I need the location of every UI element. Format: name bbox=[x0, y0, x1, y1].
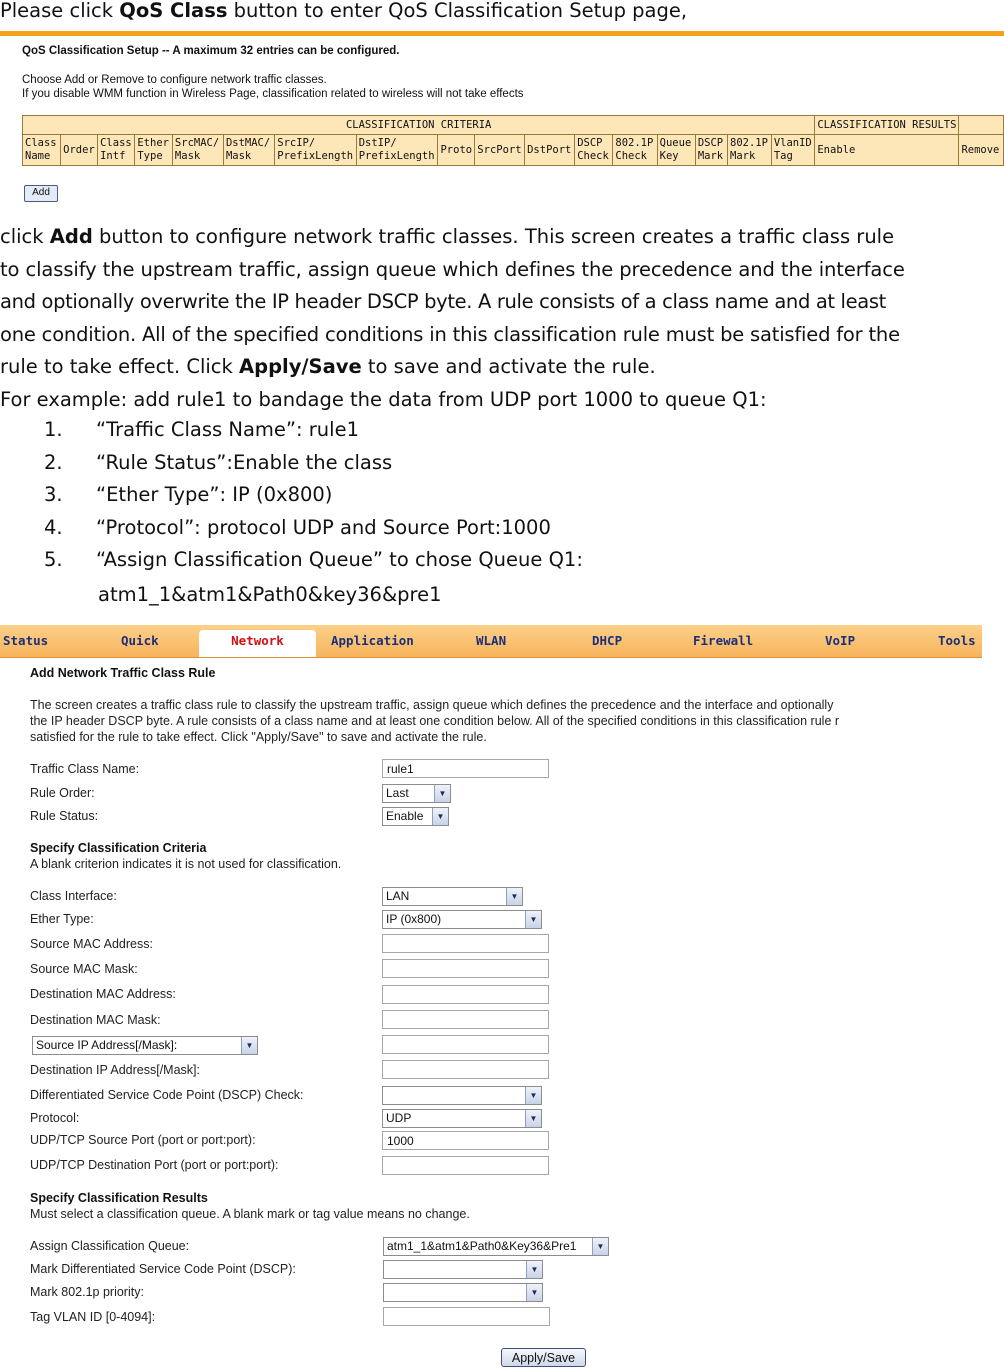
src-mac-input[interactable] bbox=[382, 934, 549, 953]
column-header: Class Intf bbox=[98, 135, 135, 166]
column-header: DstPort bbox=[525, 135, 575, 166]
qos-setup-title: QoS Classification Setup -- A maximum 32 entries can be configured. bbox=[22, 45, 400, 57]
column-header: DstMAC/ Mask bbox=[223, 135, 274, 166]
criteria-title: Specify Classification Criteria bbox=[30, 841, 207, 855]
rule-status-select[interactable]: Enable ▼ bbox=[382, 807, 449, 826]
src-ip-type-select[interactable]: Source IP Address[/Mask]: ▼ bbox=[32, 1036, 258, 1055]
nav-wlan[interactable]: WLAN bbox=[476, 633, 507, 648]
vlan-label: Tag VLAN ID [0-4094]: bbox=[30, 1310, 156, 1324]
dscp-mark-select[interactable] bbox=[383, 1260, 543, 1279]
nav-quick[interactable]: Quick bbox=[121, 633, 159, 648]
class-name-label: Traffic Class Name: bbox=[30, 762, 140, 776]
dscp-check-select[interactable] bbox=[382, 1086, 542, 1105]
results-header: CLASSIFICATION RESULTS bbox=[815, 116, 959, 135]
src-mac-mask-input[interactable] bbox=[382, 959, 549, 978]
nav-status[interactable]: Status bbox=[3, 633, 49, 648]
qos-setup-line1: Choose Add or Remove to configure network traffic classes. bbox=[22, 74, 327, 86]
p8021-label: Mark 802.1p priority: bbox=[30, 1285, 144, 1299]
list-item: 3. “Ether Type”: IP (0x800) bbox=[44, 483, 333, 506]
ether-type-select[interactable]: IP (0x800) ▼ bbox=[382, 910, 542, 929]
example-line: For example: add rule1 to bandage the data from UDP port 1000 to queue Q1: bbox=[0, 387, 767, 411]
queue-label: Assign Classification Queue: bbox=[30, 1239, 190, 1253]
criteria-header: CLASSIFICATION CRITERIA bbox=[23, 116, 815, 135]
src-mac-mask-label: Source MAC Mask: bbox=[30, 962, 138, 976]
column-header: Order bbox=[61, 135, 98, 166]
column-header: Remove bbox=[959, 135, 1004, 166]
column-header: Enable bbox=[815, 135, 959, 166]
list-item-continuation: atm1_1&atm1&Path0&key36&pre1 bbox=[98, 583, 442, 606]
dst-mac-input[interactable] bbox=[382, 985, 549, 1004]
column-header: 802.1P Mark bbox=[728, 135, 772, 166]
dst-mac-mask-input[interactable] bbox=[382, 1010, 549, 1029]
column-header: Class Name bbox=[23, 135, 61, 166]
chevron-down-icon: ▼ bbox=[506, 888, 522, 905]
list-item: 2. “Rule Status”:Enable the class bbox=[44, 451, 393, 474]
chevron-down-icon: ▼ bbox=[526, 1284, 542, 1301]
qos-class-table bbox=[22, 115, 1004, 166]
chevron-down-icon: ▼ bbox=[525, 911, 541, 928]
nav-voip[interactable]: VoIP bbox=[825, 633, 856, 648]
nav-network[interactable]: Network bbox=[199, 630, 316, 657]
dst-ip-input[interactable] bbox=[382, 1060, 549, 1079]
results-title: Specify Classification Results bbox=[30, 1191, 208, 1205]
list-item: 5. “Assign Classification Queue” to chose Queue Q1: bbox=[44, 548, 583, 571]
dst-mac-mask-label: Destination MAC Mask: bbox=[30, 1013, 161, 1027]
nav-dhcp[interactable]: DHCP bbox=[592, 633, 623, 648]
list-item: 1. “Traffic Class Name”: rule1 bbox=[44, 418, 359, 441]
nav-tools[interactable]: Tools bbox=[938, 633, 976, 648]
column-header: Ether Type bbox=[135, 135, 173, 166]
top-nav-bar bbox=[0, 625, 982, 658]
rule-order-select[interactable]: Last ▼ bbox=[382, 784, 451, 803]
class-interface-label: Class Interface: bbox=[30, 889, 117, 903]
qos-setup-screenshot bbox=[0, 0, 1004, 210]
dscp-mark-label: Mark Differentiated Service Code Point (DSCP): bbox=[30, 1262, 296, 1276]
nav-application[interactable]: Application bbox=[331, 633, 414, 648]
chevron-down-icon: ▼ bbox=[592, 1238, 608, 1255]
src-mac-label: Source MAC Address: bbox=[30, 937, 153, 951]
column-header: Proto bbox=[438, 135, 475, 166]
dst-port-label: UDP/TCP Destination Port (port or port:port): bbox=[30, 1158, 279, 1172]
protocol-select[interactable]: UDP ▼ bbox=[382, 1109, 542, 1128]
add-button[interactable]: Add bbox=[24, 185, 58, 202]
column-header: DSCP Mark bbox=[695, 135, 727, 166]
ether-type-label: Ether Type: bbox=[30, 912, 94, 926]
vlan-input[interactable] bbox=[383, 1307, 550, 1326]
queue-select[interactable]: atm1_1&atm1&Path0&Key36&Pre1 ▼ bbox=[383, 1237, 609, 1256]
column-header: SrcIP/ PrefixLength bbox=[275, 135, 356, 166]
chevron-down-icon: ▼ bbox=[525, 1087, 541, 1104]
list-item: 4. “Protocol”: protocol UDP and Source Port:1000 bbox=[44, 516, 551, 539]
column-header: Queue Key bbox=[657, 135, 695, 166]
dst-ip-label: Destination IP Address[/Mask]: bbox=[30, 1063, 200, 1077]
dst-port-input[interactable] bbox=[382, 1156, 549, 1175]
intro-text: Please click QoS Class button to enter QoS Classification Setup page, bbox=[0, 0, 688, 22]
chevron-down-icon: ▼ bbox=[434, 785, 450, 802]
chevron-down-icon: ▼ bbox=[525, 1110, 541, 1127]
column-header: 802.1P Check bbox=[613, 135, 657, 166]
table-header-row bbox=[23, 135, 1004, 166]
chevron-down-icon: ▼ bbox=[526, 1261, 542, 1278]
class-name-input[interactable]: rule1 bbox=[382, 759, 549, 778]
page-title: Add Network Traffic Class Rule bbox=[30, 666, 216, 680]
chevron-down-icon: ▼ bbox=[432, 808, 448, 825]
page-description: The screen creates a traffic class rule to classify the upstream traffic, assign queue which defines the precedence and the interface and optionally the IP header DSCP byte. A rule consists of a class name and at least one condition below. All of the specified conditions in this classification rule r satisfied for the rule to take effect. Click "Apply/Save" to save and activate the rule. bbox=[30, 698, 840, 744]
chevron-down-icon: ▼ bbox=[241, 1037, 257, 1054]
column-header: VlanID Tag bbox=[771, 135, 815, 166]
qos-setup-line2: If you disable WMM function in Wireless Page, classification related to wireless will not take effects bbox=[22, 88, 524, 100]
results-note: Must select a classification queue. A blank mark or tag value means no change. bbox=[30, 1207, 470, 1221]
instructions: click Add button to configure network traffic classes. This screen creates a traffic class rule to classify the upstream traffic, assign queue which defines the precedence and the interface and optionally overwrite the IP header DSCP byte. A rule consists of a class name and at least one condition. All of the specified conditions in this classification rule must be satisfied for the rule to take effect. Click Apply/Save to save and activate the rule. For example: add rule1 to bandage the data from UDP port 1000 to queue Q1: bbox=[0, 221, 1004, 416]
column-header: DSCP Check bbox=[575, 135, 613, 166]
dst-mac-label: Destination MAC Address: bbox=[30, 987, 176, 1001]
column-header: DstIP/ PrefixLength bbox=[356, 135, 438, 166]
column-header: SrcPort bbox=[475, 135, 525, 166]
dscp-check-label: Differentiated Service Code Point (DSCP) Check: bbox=[30, 1088, 304, 1102]
rule-order-label: Rule Order: bbox=[30, 786, 95, 800]
rule-status-label: Rule Status: bbox=[30, 809, 99, 823]
apply-save-button[interactable]: Apply/Save bbox=[501, 1348, 586, 1367]
src-ip-input[interactable] bbox=[382, 1035, 549, 1054]
src-port-label: UDP/TCP Source Port (port or port:port): bbox=[30, 1133, 256, 1147]
p8021-select[interactable] bbox=[383, 1283, 543, 1302]
class-interface-select[interactable]: LAN ▼ bbox=[382, 887, 523, 906]
column-header: SrcMAC/ Mask bbox=[172, 135, 223, 166]
nav-firewall[interactable]: Firewall bbox=[693, 633, 754, 648]
src-port-input[interactable]: 1000 bbox=[382, 1131, 549, 1150]
protocol-label: Protocol: bbox=[30, 1111, 80, 1125]
criteria-note: A blank criterion indicates it is not used for classification. bbox=[30, 857, 342, 871]
